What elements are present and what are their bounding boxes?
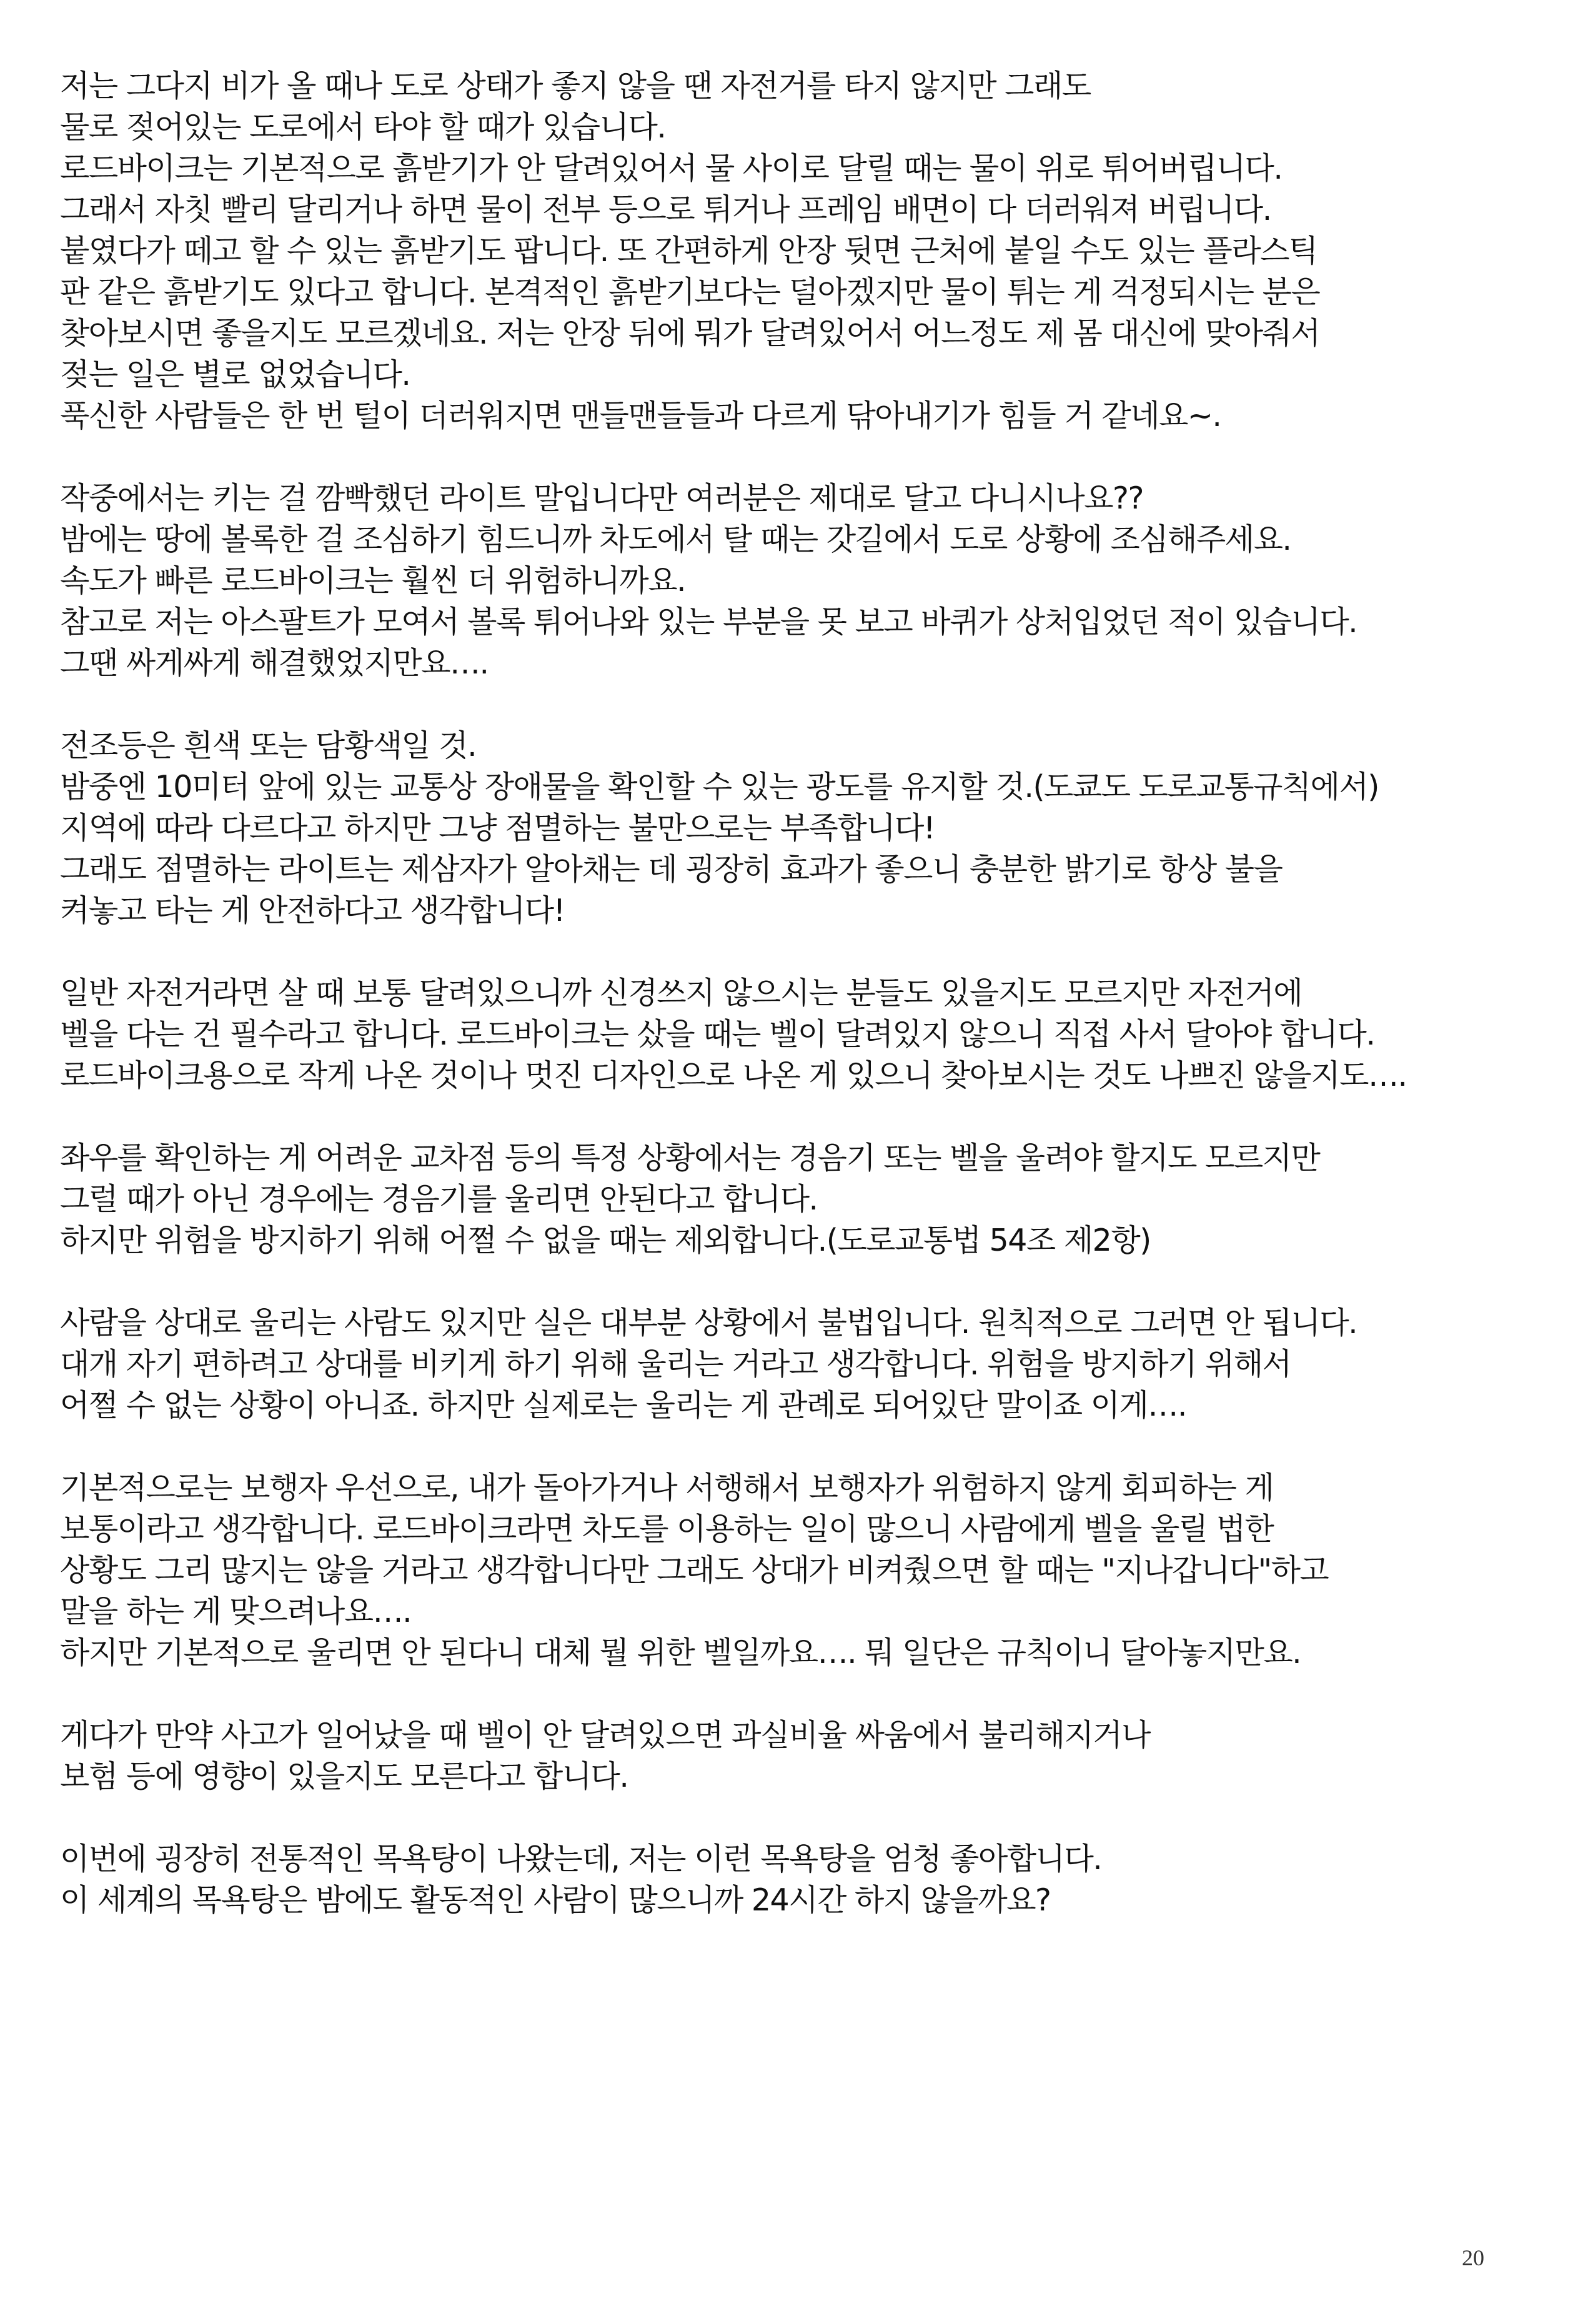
text-line: 어쩔 수 없는 상황이 아니죠. 하지만 실제로는 울리는 게 관례로 되어있단 말이죠 이게….: [60, 1388, 1186, 1423]
text-line: 좌우를 확인하는 게 어려운 교차점 등의 특정 상황에서는 경음기 또는 벨을 울려야 할지도 모르지만: [60, 1140, 1320, 1176]
text-line: 밤중엔 10미터 앞에 있는 교통상 장애물을 확인할 수 있는 광도를 유지할 것.(도쿄도 도로교통규칙에서): [60, 769, 1379, 805]
text-line: 참고로 저는 아스팔트가 모여서 볼록 튀어나와 있는 부분을 못 보고 바퀴가 상처입었던 적이 있습니다.: [60, 604, 1357, 640]
text-line: 전조등은 흰색 또는 담황색일 것.: [60, 728, 477, 763]
text-line: 젖는 일은 별로 없었습니다.: [60, 357, 410, 392]
text-line: 판 같은 흙받기도 있다고 합니다. 본격적인 흙받기보다는 덜아겠지만 물이 튀는 게 걱정되시는 분은: [60, 274, 1320, 310]
text-line: 로드바이크용으로 작게 나온 것이나 멋진 디자인으로 나온 게 있으니 찾아보시는 것도 나쁘진 않을지도….: [60, 1058, 1407, 1093]
text-line: 켜놓고 타는 게 안전하다고 생각합니다!: [60, 893, 565, 928]
text-line: 그럴 때가 아닌 경우에는 경음기를 울리면 안된다고 합니다.: [60, 1181, 818, 1217]
text-line: 그래도 점멸하는 라이트는 제삼자가 알아채는 데 굉장히 효과가 좋으니 충분한 밝기로 항상 불을: [60, 852, 1283, 887]
text-line: 말을 하는 게 맞으려나요….: [60, 1594, 412, 1629]
text-line: 상황도 그리 많지는 않을 거라고 생각합니다만 그래도 상대가 비켜줬으면 할 때는 "지나갑니다"하고: [60, 1552, 1329, 1588]
text-line: 하지만 위험을 방지하기 위해 어쩔 수 없을 때는 제외합니다.(도로교통법 54조 제2항): [60, 1223, 1151, 1258]
text-line: 그래서 자칫 빨리 달리거나 하면 물이 전부 등으로 튀거나 프레임 배면이 다 더러워져 버립니다.: [60, 192, 1271, 227]
text-line: 게다가 만약 사고가 일어났을 때 벨이 안 달려있으면 과실비율 싸움에서 불리해지거나: [60, 1717, 1150, 1753]
text-line: 붙였다가 떼고 할 수 있는 흙받기도 팝니다. 또 간편하게 안장 뒷면 근처에 붙일 수도 있는 플라스틱: [60, 233, 1318, 269]
text-line: 찾아보시면 좋을지도 모르겠네요. 저는 안장 뒤에 뭐가 달려있어서 어느정도 제 몸 대신에 맞아줘서: [60, 315, 1320, 351]
text-line: 벨을 다는 건 필수라고 합니다. 로드바이크는 샀을 때는 벨이 달려있지 않으니 직접 사서 달아야 합니다.: [60, 1016, 1375, 1052]
text-line: 이번에 굉장히 전통적인 목욕탕이 나왔는데, 저는 이런 목욕탕을 엄청 좋아합니다.: [60, 1841, 1102, 1877]
text-line: 지역에 따라 다르다고 하지만 그냥 점멸하는 불만으로는 부족합니다!: [60, 810, 935, 846]
text-line: 하지만 기본적으로 울리면 안 된다니 대체 뭘 위한 벨일까요…. 뭐 일단은 규칙이니 달아놓지만요.: [60, 1635, 1301, 1671]
text-line: 보험 등에 영향이 있을지도 모른다고 합니다.: [60, 1759, 628, 1794]
text-line: 속도가 빠른 로드바이크는 훨씬 더 위험하니까요.: [60, 563, 686, 598]
text-line: 물로 젖어있는 도로에서 타야 할 때가 있습니다.: [60, 109, 666, 145]
text-line: 기본적으로는 보행자 우선으로, 내가 돌아가거나 서행해서 보행자가 위험하지 않게 회피하는 게: [60, 1470, 1274, 1506]
text-line: 이 세계의 목욕탕은 밤에도 활동적인 사람이 많으니까 24시간 하지 않을까요?: [60, 1882, 1051, 1918]
text-line: 푹신한 사람들은 한 번 털이 더러워지면 맨들맨들들과 다르게 닦아내기가 힘들 거 같네요~.: [60, 398, 1221, 434]
text-line: 일반 자전거라면 살 때 보통 달려있으니까 신경쓰지 않으시는 분들도 있을지도 모르지만 자전거에: [60, 975, 1303, 1011]
text-line: 작중에서는 키는 걸 깜빡했던 라이트 말입니다만 여러분은 제대로 달고 다니시나요??: [60, 480, 1144, 516]
text-line: 로드바이크는 기본적으로 흙받기가 안 달려있어서 물 사이로 달릴 때는 물이 위로 튀어버립니다.: [60, 151, 1283, 186]
text-line: 그땐 싸게싸게 해결했었지만요….: [60, 645, 489, 681]
text-line: 밤에는 땅에 볼록한 걸 조심하기 힘드니까 차도에서 탈 때는 갓길에서 도로 상황에 조심해주세요.: [60, 522, 1291, 557]
text-line: 대개 자기 편하려고 상대를 비키게 하기 위해 울리는 거라고 생각합니다. 위험을 방지하기 위해서: [60, 1346, 1291, 1382]
text-line: 보통이라고 생각합니다. 로드바이크라면 차도를 이용하는 일이 많으니 사람에게 벨을 울릴 법한: [60, 1511, 1274, 1547]
text-line: 저는 그다지 비가 올 때나 도로 상태가 좋지 않을 땐 자전거를 타지 않지만 그래도: [60, 68, 1091, 104]
text-line: 사람을 상대로 울리는 사람도 있지만 실은 대부분 상황에서 불법입니다. 원칙적으로 그러면 안 됩니다.: [60, 1305, 1357, 1341]
page-number: 20: [1462, 2245, 1484, 2270]
